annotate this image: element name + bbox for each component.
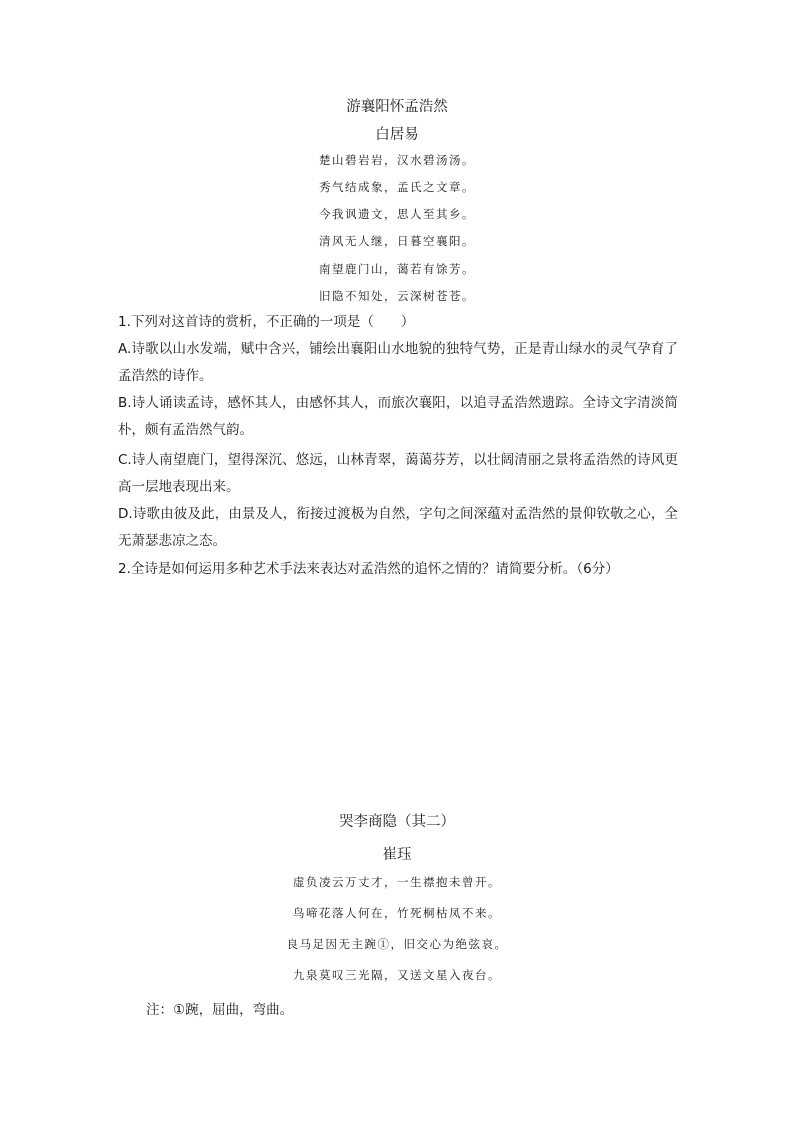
- question-1-option-d: D.诗歌由彼及此，由景及人，衔接过渡极为自然，字句之间深蕴对孟浩然的景仰钦敬之心，全无萧瑟悲凉之态。: [118, 506, 678, 549]
- question-1-option-a: A.诗歌以山水发端，赋中含兴，铺绘出襄阳山水地貌的独特气势，正是青山绿水的灵气孕育了孟浩然的诗作。: [118, 341, 678, 384]
- poem1-line-5: 南望鹿门山，蔼若有馀芳。: [319, 262, 475, 276]
- poem1-line-2: 秀气结成象，孟氏之文章。: [319, 180, 475, 194]
- question-1-stem: 1.下列对这首诗的赏析，不正确的一项是（ ）: [118, 314, 415, 330]
- question-1-option-c: C.诗人南望鹿门，望得深沉、悠远，山林青翠，蔼蔼芬芳，以壮阔清丽之景将孟浩然的诗风更高一层地表现出来。: [118, 452, 678, 495]
- poem1-line-3: 今我讽遗文，思人至其乡。: [319, 207, 475, 221]
- poem1-title: 游襄阳怀孟浩然: [346, 99, 448, 115]
- question-2-stem: 2.全诗是如何运用多种艺术手法来表达对孟浩然的追怀之情的？请简要分析。（6分）: [118, 561, 619, 577]
- poem1-line-1: 楚山碧岩岩，汉水碧汤汤。: [319, 153, 475, 167]
- poem2-line-4: 九泉莫叹三光隔，又送文星入夜台。: [293, 968, 501, 982]
- poem1-line-6: 旧隐不知处，云深树苍苍。: [319, 289, 475, 303]
- poem2-author: 崔珏: [382, 847, 412, 863]
- poem2-line-2: 鸟啼花落人何在，竹死桐枯凤不来。: [293, 906, 501, 920]
- question-1-option-b: B.诗人诵读孟诗，感怀其人，由感怀其人，而旅次襄阳，以追寻孟浩然遗踪。全诗文字清淡简朴，颇有孟浩然气韵。: [118, 395, 678, 438]
- poem2-line-3: 良马足因无主踠①，旧交心为绝弦哀。: [286, 937, 508, 951]
- poem1-author: 白居易: [375, 127, 419, 143]
- poem2-title: 哭李商隐（其二）: [339, 814, 455, 830]
- poem2-line-1: 虚负凌云万丈才，一生襟抱未曾开。: [293, 875, 501, 889]
- poem1-line-4: 清风无人继，日暮空襄阳。: [319, 234, 475, 248]
- poem2-footnote: 注：①踠，屈曲，弯曲。: [146, 1002, 294, 1018]
